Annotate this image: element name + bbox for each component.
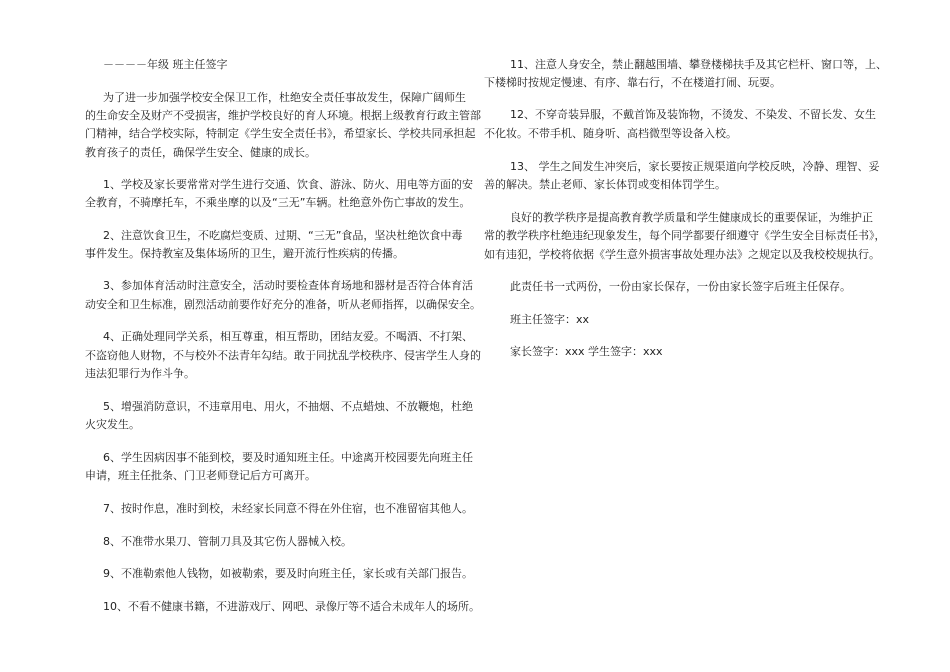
rule-1-line: 1、学校及家长要常常对学生进行交通、饮食、游泳、防火、用电等方面的安 <box>103 178 473 191</box>
rule-8-line: 8、不准带水果刀、管制刀具及其它伤人器械入校。 <box>103 535 352 548</box>
rule-2-line: 事件发生。保持教室及集体场所的卫生，避开流行性疾病的传播。 <box>85 247 404 260</box>
rule-13-line: 13、 学生之间发生冲突后，家长要按正规渠道向学校反映，冷静、理智、妥 <box>510 160 880 173</box>
class-signature-line: －－－－年级 班主任签字 <box>103 58 228 71</box>
intro-paragraph-line: 为了进一步加强学校安全保卫工作，杜绝安全责任事故发生，保障广阔师生 <box>103 91 466 104</box>
teacher-signature: 班主任签字：xx <box>510 313 590 326</box>
rule-6-line: 申请，班主任批条、门卫老师登记后方可离开。 <box>85 469 316 482</box>
rule-5-line: 5、增强消防意识，不违章用电、用火，不抽烟、不点蜡烛、不放鞭炮，杜绝 <box>103 400 473 413</box>
rule-6-line: 6、学生因病因事不能到校，要及时通知班主任。中途离开校园要先向班主任 <box>103 451 473 464</box>
rule-3-line: 3、参加体育活动时注意安全，活动时要检查体育场地和器材是否符合体育活 <box>103 279 473 292</box>
rule-11-line: 下楼梯时按规定慢速、有序、靠右行，不在楼道打闹、玩耍。 <box>484 76 781 89</box>
rule-9-line: 9、不准勒索他人钱物，如被勒索，要及时向班主任，家长或有关部门报告。 <box>103 567 473 580</box>
copies-note: 此责任书一式两份，一份由家长保存，一份由家长签字后班主任保存。 <box>510 280 851 293</box>
rule-4-line: 不盗窃他人财物，不与校外不法青年勾结。敢于同扰乱学校秩序、侵害学生人身的 <box>85 349 481 362</box>
rule-2-line: 2、注意饮食卫生，不吃腐烂变质、过期、“三无”食品，坚决杜绝饮食中毒 <box>103 229 463 242</box>
rule-1-line: 全教育，不骑摩托车，不乘坐摩的以及“三无”车辆。杜绝意外伤亡事故的发生。 <box>85 196 471 209</box>
rule-11-line: 11、注意人身安全，禁止翻越围墙、攀登楼梯扶手及其它栏杆、窗口等，上、 <box>510 58 887 71</box>
rule-5-line: 火灾发生。 <box>85 418 140 431</box>
intro-paragraph-line: 的生命安全及财产不受损害，维护学校良好的育人环境。根据上级教育行政主管部 <box>85 109 481 122</box>
rule-3-line: 动安全和卫生标准，剧烈活动前要作好充分的准备，听从老师指挥，以确保安全。 <box>85 298 481 311</box>
rule-12-line: 12、不穿奇装异服，不戴首饰及装饰物，不烫发、不染发、不留长发、女生 <box>510 108 876 121</box>
closing-paragraph-line: 良好的教学秩序是提高教育教学质量和学生健康成长的重要保证，为维护正 <box>510 211 873 224</box>
rule-7-line: 7、按时作息，准时到校，未经家长同意不得在外住宿，也不准留宿其他人。 <box>103 502 473 515</box>
rule-12-line: 不化妆。不带手机、随身听、高档微型等设备入校。 <box>484 127 737 140</box>
rule-10-line: 10、不看不健康书籍，不进游戏厅、网吧、录像厅等不适合未成年人的场所。 <box>103 600 480 613</box>
closing-paragraph-line: 如有违犯，学校将依据《学生意外损害事故处理办法》之规定以及我校校规执行。 <box>484 248 880 261</box>
parent-student-signature: 家长签字：xxx 学生签字：xxx <box>510 345 663 358</box>
rule-4-line: 违法犯罪行为作斗争。 <box>85 367 195 380</box>
intro-paragraph-line: 教育孩子的责任，确保学生安全、健康的成长。 <box>85 146 316 159</box>
intro-paragraph-line: 门精神，结合学校实际，特制定《学生安全责任书》，希望家长、学校共同承担起 <box>85 127 476 140</box>
rule-4-line: 4、正确处理同学关系，相互尊重，相互帮助，团结友爱。不喝酒、不打架、 <box>103 330 473 343</box>
rule-13-line: 善的解决。禁止老师、家长体罚或变相体罚学生。 <box>484 178 726 191</box>
closing-paragraph-line: 常的教学秩序杜绝违纪现象发生，每个同学都要仔细遵守《学生安全目标责任书》， <box>484 229 886 242</box>
